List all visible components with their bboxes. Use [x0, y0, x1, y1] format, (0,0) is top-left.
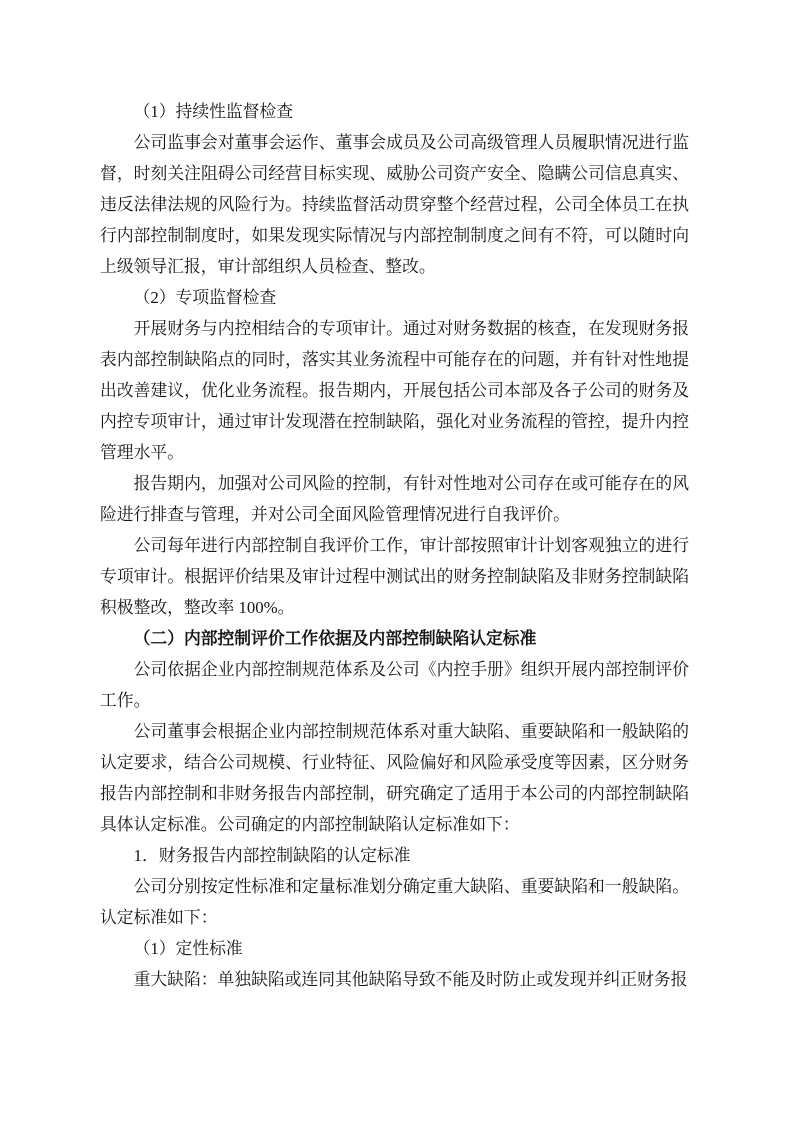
paragraph: 公司董事会根据企业内部控制规范体系对重大缺陷、重要缺陷和一般缺陷的认定要求，结合公司规模、行业特征、风险偏好和风险承受度等因素，区分财务报告内部控制和非财务报告内部控制，研究确定了适用于本公司的内部控制缺陷具体认定标准。公司确定的内部控制缺陷认定标准如下： — [100, 722, 689, 834]
paragraph: 公司每年进行内部控制自我评价工作，审计部按照审计计划客观独立的进行专项审计。根据评价结果及审计过程中测试出的财务控制缺陷及非财务控制缺陷积极整改，整改率 100%。 — [100, 536, 689, 617]
paragraph: （1）持续性监督检查 — [133, 102, 294, 121]
document-content — [100, 96, 689, 995]
paragraph: 公司监事会对董事会运作、董事会成员及公司高级管理人员履职情况进行监督，时刻关注阻碍公司经营目标实现、威胁公司资产安全、隐瞒公司信息真实、违反法律法规的风险行为。持续监督活动贯穿整个经营过程，公司全体员工在执行内部控制制度时，如果发现实际情况与内部控制制度之间有不符，可以随时向上级领导汇报，审计部组织人员检查、整改。 — [100, 133, 689, 276]
paragraph: （1）定性标准 — [133, 939, 243, 958]
paragraph: 公司分别按定性标准和定量标准划分确定重大缺陷、重要缺陷和一般缺陷。认定标准如下： — [100, 877, 689, 927]
paragraph: 1．财务报告内部控制缺陷的认定标准 — [133, 846, 411, 865]
paragraph: 公司依据企业内部控制规范体系及公司《内控手册》组织开展内部控制评价工作。 — [100, 660, 689, 710]
paragraph: （2）专项监督检查 — [133, 288, 277, 307]
paragraph: 重大缺陷：单独缺陷或连同其他缺陷导致不能及时防止或发现并纠正财务报 — [133, 970, 688, 989]
paragraph: 开展财务与内控相结合的专项审计。通过对财务数据的核查，在发现财务报表内部控制缺陷点的同时，落实其业务流程中可能存在的问题，并有针对性地提出改善建议，优化业务流程。报告期内，开展包括公司本部及各子公司的财务及内控专项审计，通过审计发现潜在控制缺陷，强化对业务流程的管控，提升内控管理水平。 — [100, 319, 689, 462]
paragraph: 报告期内，加强对公司风险的控制，有针对性地对公司存在或可能存在的风险进行排查与管理，并对公司全面风险管理情况进行自我评价。 — [100, 474, 689, 524]
section-heading: （二）内部控制评价工作依据及内部控制缺陷认定标准 — [133, 629, 537, 648]
